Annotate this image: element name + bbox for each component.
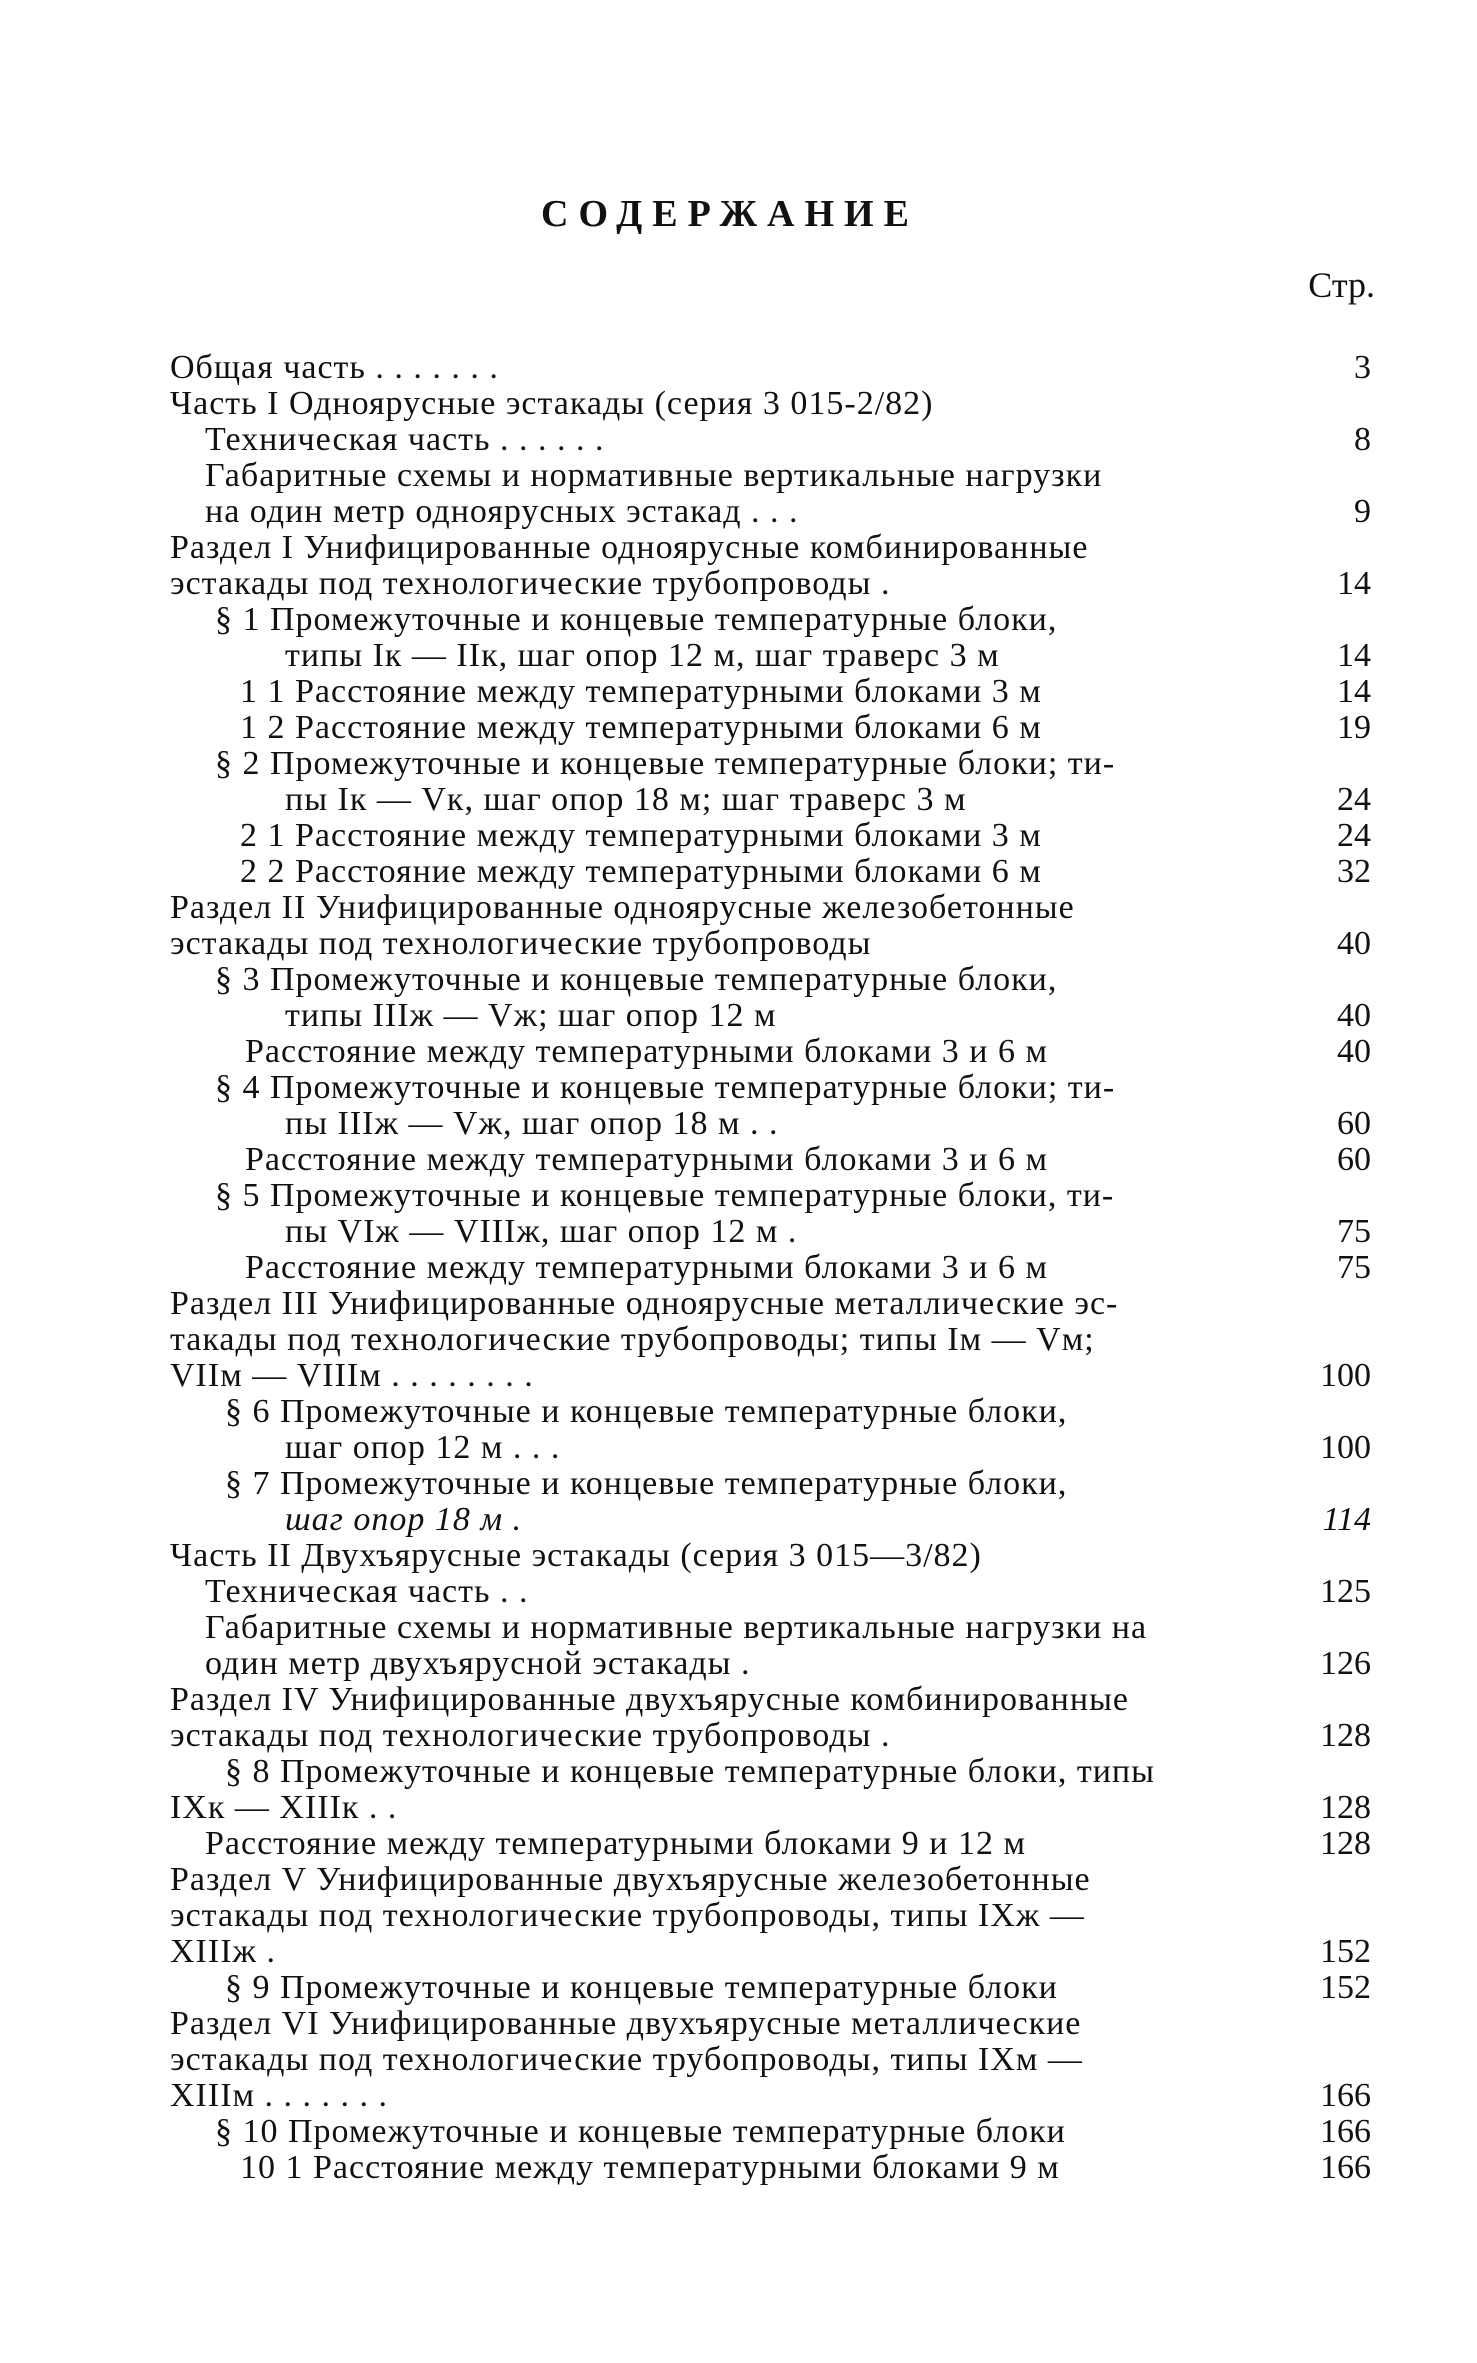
toc-entry-page: 125: [1320, 1573, 1371, 1610]
toc-entry-text: § 6 Промежуточные и концевые температурные блоки,: [225, 1393, 1068, 1430]
toc-entry-page: 128: [1320, 1717, 1371, 1754]
toc-entry-text: эстакады под технологические трубопроводы: [170, 925, 872, 962]
toc-entry-text: 1 2 Расстояние между температурными блоками 6 м: [240, 709, 1042, 746]
toc-entry-page: 60: [1337, 1141, 1371, 1178]
toc-entry-text: IXк — XIIIк . .: [170, 1789, 398, 1826]
toc-entry-text: эстакады под технологические трубопроводы, типы IXм —: [170, 2041, 1083, 2078]
toc-entry-page: 166: [1320, 2149, 1371, 2186]
toc-entry-page: 152: [1320, 1969, 1371, 2006]
toc-entry-text: Раздел I Унифицированные одноярусные комбинированные: [170, 529, 1089, 566]
toc-entry-page: 166: [1320, 2113, 1371, 2150]
toc-entry-text: пы IIIж — Vж, шаг опор 18 м . .: [285, 1105, 779, 1142]
toc-entry-text: § 10 Промежуточные и концевые температурные блоки: [215, 2113, 1066, 2150]
toc-entry-page: 14: [1337, 637, 1371, 674]
toc-entry-text: Раздел II Унифицированные одноярусные железобетонные: [170, 889, 1075, 926]
toc-entry-page: 100: [1320, 1357, 1371, 1394]
toc-entry-page: 100: [1320, 1429, 1371, 1466]
toc-entry-text: шаг опор 18 м .: [285, 1501, 523, 1538]
page-title: СОДЕРЖАНИЕ: [541, 193, 919, 235]
toc-entry-page: 40: [1337, 925, 1371, 962]
toc-entry-page: 60: [1337, 1105, 1371, 1142]
toc-entry-page: 40: [1337, 997, 1371, 1034]
toc-entry-text: VIIм — VIIIм . . . . . . . .: [170, 1357, 534, 1394]
toc-entry-page: 24: [1337, 781, 1371, 818]
toc-entry-page: 128: [1320, 1789, 1371, 1826]
toc-entry-text: § 1 Промежуточные и концевые температурные блоки,: [215, 601, 1058, 638]
toc-entry-text: один метр двухъярусной эстакады .: [205, 1645, 751, 1682]
toc-entry-text: 1 1 Расстояние между температурными блоками 3 м: [240, 673, 1042, 710]
toc-entry-page: 126: [1320, 1645, 1371, 1682]
toc-entry-text: Часть II Двухъярусные эстакады (серия 3 015—3/82): [170, 1537, 982, 1574]
toc-entry-text: 10 1 Расстояние между температурными блоками 9 м: [240, 2149, 1060, 2186]
toc-entry-page: 14: [1337, 565, 1371, 602]
toc-entry-text: § 3 Промежуточные и концевые температурные блоки,: [215, 961, 1058, 998]
toc-entry-text: Раздел V Унифицированные двухъярусные железобетонные: [170, 1861, 1091, 1898]
toc-entry-text: Расстояние между температурными блоками 3 и 6 м: [245, 1249, 1049, 1286]
toc-entry-text: Техническая часть . .: [205, 1573, 529, 1610]
toc-entry-text: § 8 Промежуточные и концевые температурные блоки, типы: [225, 1753, 1155, 1790]
toc-entry-text: эстакады под технологические трубопроводы .: [170, 565, 891, 602]
toc-entry-text: пы VIж — VIIIж, шаг опор 12 м .: [285, 1213, 798, 1250]
toc-entry-text: § 4 Промежуточные и концевые температурные блоки; ти-: [215, 1069, 1116, 1106]
toc-entry-text: § 2 Промежуточные и концевые температурные блоки; ти-: [215, 745, 1116, 782]
toc-entry-text: Габаритные схемы и нормативные вертикальные нагрузки на: [205, 1609, 1148, 1646]
toc-entry-page: 166: [1320, 2077, 1371, 2114]
toc-entry-text: Раздел VI Унифицированные двухъярусные металлические: [170, 2005, 1082, 2042]
toc-entry-page: 19: [1337, 709, 1371, 746]
toc-entry-text: Расстояние между температурными блоками 9 и 12 м: [205, 1825, 1027, 1862]
toc-entry-text: Общая часть . . . . . . .: [170, 349, 499, 386]
toc-entry-text: Расстояние между температурными блоками 3 и 6 м: [245, 1033, 1049, 1070]
toc-entry-text: Техническая часть . . . . . .: [205, 421, 605, 458]
toc-entry-text: Раздел III Унифицированные одноярусные металлические эс-: [170, 1285, 1119, 1322]
toc-entry-text: типы Iк — IIк, шаг опор 12 м, шаг траверс 3 м: [285, 637, 1000, 674]
toc-entry-page: 9: [1354, 493, 1371, 530]
toc-entry-page: 128: [1320, 1825, 1371, 1862]
toc-entry-text: § 5 Промежуточные и концевые температурные блоки, ти-: [215, 1177, 1115, 1214]
toc-entry-text: Часть I Одноярусные эстакады (серия 3 015-2/82): [170, 385, 934, 422]
toc-entry-page: 14: [1337, 673, 1371, 710]
toc-entry-text: пы Iк — Vк, шаг опор 18 м; шаг траверс 3 м: [285, 781, 967, 818]
toc-entry-text: § 9 Промежуточные и концевые температурные блоки: [225, 1969, 1058, 2006]
toc-entry-page: 3: [1354, 349, 1371, 386]
toc-entry-text: Раздел IV Унифицированные двухъярусные комбинированные: [170, 1681, 1130, 1718]
page-column-label: Стр.: [1308, 265, 1375, 305]
toc-entry-page: 32: [1337, 853, 1371, 890]
toc-entry-page: 40: [1337, 1033, 1371, 1070]
toc-entry-page: 75: [1337, 1249, 1371, 1286]
toc-entry-text: 2 1 Расстояние между температурными блоками 3 м: [240, 817, 1042, 854]
toc-entry-text: такады под технологические трубопроводы; типы Iм — Vм;: [170, 1321, 1095, 1358]
toc-entry-text: § 7 Промежуточные и концевые температурные блоки,: [225, 1465, 1068, 1502]
toc-entry-page: 114: [1322, 1501, 1371, 1538]
toc-entry-page: 75: [1337, 1213, 1371, 1250]
toc-entry-page: 24: [1337, 817, 1371, 854]
toc-entry-text: 2 2 Расстояние между температурными блоками 6 м: [240, 853, 1042, 890]
toc-entry-text: Габаритные схемы и нормативные вертикальные нагрузки: [205, 457, 1103, 494]
toc-entry-text: на один метр одноярусных эстакад . . .: [205, 493, 799, 530]
toc-entry-text: шаг опор 12 м . . .: [285, 1429, 561, 1466]
toc-entry-text: XIIIм . . . . . . .: [170, 2077, 389, 2114]
toc-entry-text: XIIIж .: [170, 1933, 277, 1970]
toc-entry-text: эстакады под технологические трубопроводы, типы IXж —: [170, 1897, 1085, 1934]
toc-entry-text: эстакады под технологические трубопроводы .: [170, 1717, 891, 1754]
toc-entry-text: Расстояние между температурными блоками 3 и 6 м: [245, 1141, 1049, 1178]
toc-entry-page: 152: [1320, 1933, 1371, 1970]
toc-entry-text: типы IIIж — Vж; шаг опор 12 м: [285, 997, 777, 1034]
toc-entry-page: 8: [1354, 421, 1371, 458]
